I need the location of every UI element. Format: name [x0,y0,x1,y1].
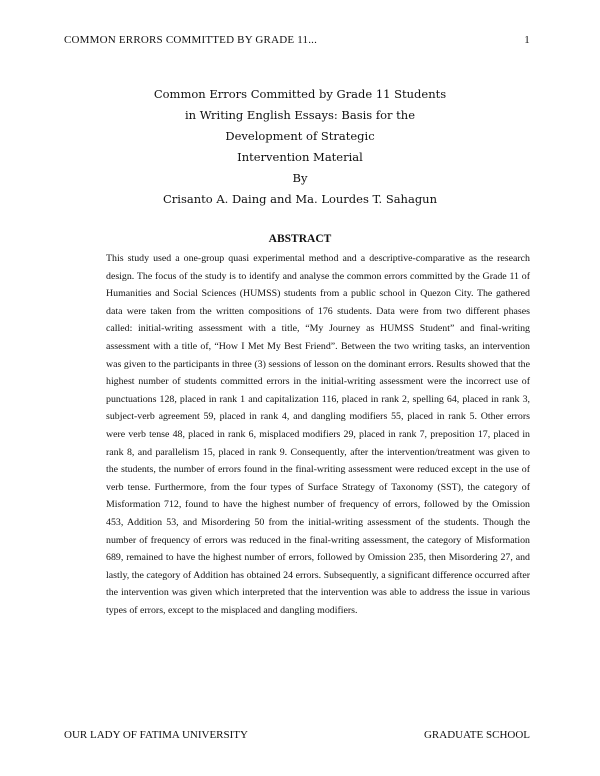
byline-by: By [292,171,308,185]
authors: Crisanto A. Daing and Ma. Lourdes T. Sahagun [162,192,437,206]
page-number: 1 [524,34,530,46]
footer [64,729,530,741]
abstract-heading: ABSTRACT [268,233,332,245]
title-line-3: Development of Strategic [225,129,375,143]
footer-school: GRADUATE SCHOOL [423,729,530,741]
running-head [64,34,530,46]
title-block [0,84,600,210]
title-line-1: Common Errors Committed by Grade 11 Students [153,87,447,101]
title-line-2: in Writing English Essays: Basis for the [184,108,416,122]
footer-university: OUR LADY OF FATIMA UNIVERSITY [64,729,248,741]
title-line-4: Intervention Material [237,150,363,164]
abstract-body: This study used a one-group quasi experimental method and a descriptive-comparative as the research design. The focus of the study is to identify and analyse the common errors committed by the Grade 11 of Humanities and Social Sciences (HUMSS) students from a public school in Quezon City. The gathered data were taken from the written compositions of 176 students. Data were from two different phases called: initial-writing assessment with a title, “My Journey as HUMSS Student” and final-writing assessment with a title of, “How I Met My Best Friend”. Between the two writing tasks, an intervention was given to the participants in three (3) sessions of lesson on the dominant errors. Results showed that the highest number of students committed errors in the initial-writing assessment were the incorrect use of punctuations 128, placed in rank 1 and capitalization 116, placed in rank 2, spelling 64, placed in rank 3, subject-verb agreement 59, placed in rank 4, and dangling modifiers 55, placed in rank 5. Other errors were verb tense 48, placed in rank 6, misplaced modifiers 29, placed in rank 7, preposition 17, placed in rank 8, and parallelism 15, placed in rank 9. Consequently, after the intervention/treatment was given to the students, the number of errors found in the final-writing assessment were reduced except in the use of verb tense. Furthermore, from the four types of Surface Strategy of Taxonomy (SST), the category of Misformation 712, found to have the highest number of frequency of errors, followed by the Omission 453, Addition 53, and Misordering 50 from the initial-writing assessment of the students. Though the number of frequency of errors was reduced in the final-writing assessment, the category of Misformation 689, remained to have the highest number of errors, followed by Omission 235, then Misordering 27, and lastly, the category of Addition has obtained 24 errors. Subsequently, a significant difference occurred after the intervention was given which interpreted that the intervention was able to address the issue in various types of errors, except to the misplaced and dangling modifiers. [106,253,530,616]
running-head-title: COMMON ERRORS COMMITTED BY GRADE 11... [64,34,318,46]
